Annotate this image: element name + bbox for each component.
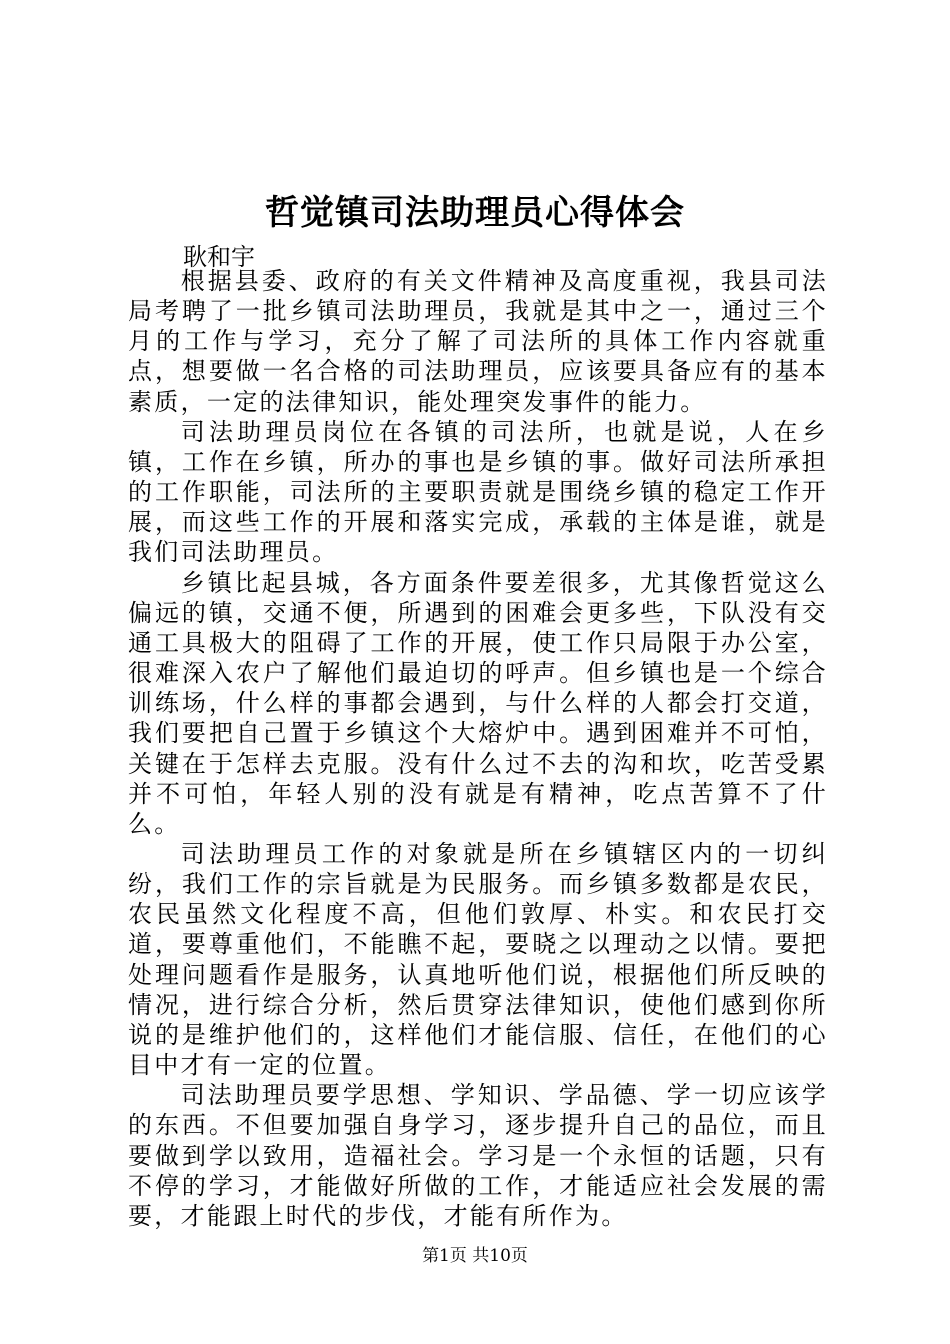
- paragraph: 司法助理员岗位在各镇的司法所，也就是说，人在乡镇，工作在乡镇，所办的事也是乡镇的事。做好司法所承担的工作职能，司法所的主要职责就是围绕乡镇的稳定工作开展，而这些工作的开展和落实完成，承载的主体是谁，就是我们司法助理员。: [128, 417, 828, 567]
- paragraph: 根据县委、政府的有关文件精神及高度重视，我县司法局考聘了一批乡镇司法助理员，我就是其中之一，通过三个月的工作与学习，充分了解了司法所的具体工作内容就重点，想要做一名合格的司法助理员，应该要具备应有的基本素质，一定的法律知识，能处理突发事件的能力。: [128, 267, 828, 416]
- author-name: 耿和宇: [183, 243, 255, 271]
- page-footer: 第1页 共10页: [422, 1246, 528, 1266]
- document-title: 哲觉镇司法助理员心得体会: [265, 193, 685, 233]
- paragraph: 乡镇比起县城，各方面条件要差很多，尤其像哲觉这么偏远的镇，交通不便，所遇到的困难会更多些，下队没有交通工具极大的阻碍了工作的开展，使工作只局限于办公室，很难深入农户了解他们最迫切的呼声。但乡镇也是一个综合训练场，什么样的事都会遇到，与什么样的人都会打交道，我们要把自己置于乡镇这个大熔炉中。遇到困难并不可怕，关键在于怎样去克服。没有什么过不去的沟和坎，吃苦受累并不可怕，年轻人别的没有就是有精神，吃点苦算不了什么。: [128, 568, 828, 838]
- document-body: [128, 266, 828, 1231]
- paragraph: 司法助理员要学思想、学知识、学品德、学一切应该学的东西。不但要加强自身学习，逐步提升自己的品位，而且要做到学以致用，造福社会。学习是一个永恒的话题，只有不停的学习，才能做好所做的工作，才能适应社会发展的需要，才能跟上时代的步伐，才能有所作为。: [128, 1081, 828, 1230]
- paragraph: 司法助理员工作的对象就是所在乡镇辖区内的一切纠纷，我们工作的宗旨就是为民服务。而乡镇多数都是农民，农民虽然文化程度不高，但他们敦厚、朴实。和农民打交道，要尊重他们，不能瞧不起，要晓之以理动之以情。要把处理问题看作是服务，认真地听他们说，根据他们所反映的情况，进行综合分析，然后贯穿法律知识，使他们感到你所说的是维护他们的，这样他们才能信服、信任，在他们的心目中才有一定的位置。: [128, 839, 828, 1080]
